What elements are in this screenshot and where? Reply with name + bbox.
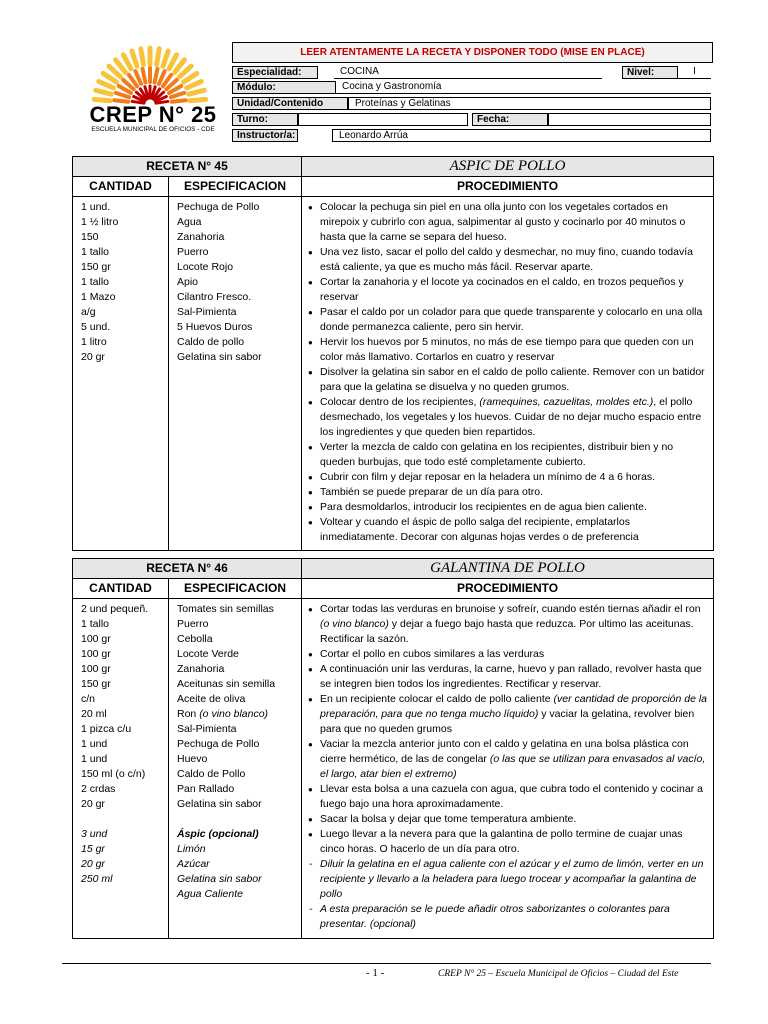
list-item: Locote Verde <box>177 648 239 660</box>
procedure-list <box>302 197 714 551</box>
page-number: - 1 - <box>366 967 385 979</box>
especialidad-value: COCINA <box>334 66 602 79</box>
list-item: 150 ml (o c/n) <box>81 768 146 780</box>
list-item: 100 gr <box>81 633 111 645</box>
logo-ray <box>155 69 158 83</box>
list-item <box>177 707 301 722</box>
list-item: 2 crdas <box>81 783 116 795</box>
fecha-label: Fecha: <box>472 113 548 126</box>
aspic-subtitle: Áspic (opcional) <box>177 828 259 840</box>
list-item: Gelatina sin sabor <box>177 873 262 885</box>
step-text: En un recipiente colocar el caldo de pollo caliente <box>320 693 554 705</box>
list-item: a/g <box>81 306 96 318</box>
list-item: Aceite de oliva <box>177 693 246 705</box>
school-logo <box>80 44 220 140</box>
fecha-value <box>548 113 711 126</box>
footer-text: CREP N° 25 – Escuela Municipal de Oficios – Ciudad del Este <box>438 969 679 979</box>
col-procedimiento: PROCEDIMIENTO <box>302 579 714 599</box>
procedure-step <box>306 737 709 782</box>
col-cantidad: CANTIDAD <box>73 177 169 197</box>
recipe-45-table <box>72 156 714 551</box>
step-text-italic: (o las que se utilizan para envasados al vacío, el largo, atar bien el extremo) <box>320 753 706 780</box>
especificaciones-list <box>169 599 302 939</box>
logo-ray <box>132 51 137 66</box>
logo-ray <box>116 93 129 97</box>
list-item: 2 und pequeñ. <box>81 603 149 615</box>
step-text: Cortar todas las verduras en brunoise y sofreír, cuando estén tiernas añadir el ron <box>320 603 701 615</box>
recipe-name: GALANTINA DE POLLO <box>302 559 714 579</box>
procedure-list <box>302 599 714 939</box>
list-item: 20 gr <box>81 858 105 870</box>
list-item: 3 und <box>81 828 108 840</box>
procedure-step: ● Hervir los huevos por 5 minutos, no más de ese tiempo para que queden con un color más llamativo. Cortarlos en cuatro y reservar <box>306 335 709 365</box>
list-item: Pan Rallado <box>177 783 235 795</box>
list-item: 150 <box>81 231 99 243</box>
list-item: 1 tallo <box>81 618 110 630</box>
list-item: 250 ml <box>81 873 113 885</box>
row-turno <box>232 113 711 127</box>
unidad-value: Proteínas y Gelatinas <box>348 97 711 110</box>
unidad-label: Unidad/Contenido <box>232 97 348 110</box>
turno-label: Turno: <box>232 113 298 126</box>
logo-ray <box>190 99 206 100</box>
step-text-italic: (ramequines, cazuelitas, moldes etc.) <box>479 396 654 408</box>
list-item: 150 gr <box>81 261 111 273</box>
list-item: 1 tallo <box>81 276 110 288</box>
step-text: Colocar dentro de los recipientes, <box>320 396 480 408</box>
instruction-banner <box>232 42 713 63</box>
modulo-value: Cocina y Gastronomía <box>336 81 711 94</box>
col-especificacion: ESPECIFICACION <box>169 177 302 197</box>
turno-value <box>298 113 468 126</box>
procedure-step: ● Cortar la zanahoria y el locote ya cocinados en el caldo, en trozos pequeños y reservar <box>306 275 709 305</box>
instruction-text: LEER ATENTAMENTE LA RECETA Y DISPONER TODO (MISE EN PLACE) <box>300 47 645 58</box>
especificaciones-list <box>169 197 302 551</box>
instructor-label: Instructor/a: <box>232 129 298 142</box>
procedure-step: ● A continuación unir las verduras, la carne, huevo y pan rallado, revolver hasta que se integren bien todos los ingredientes. Rectificar y reservar. <box>306 662 709 692</box>
logo-ray <box>99 82 114 88</box>
list-item: Gelatina sin sabor <box>177 351 262 363</box>
list-item: 1 pizca c/u <box>81 723 132 735</box>
recipe-name: ASPIC DE POLLO <box>302 157 714 177</box>
col-especificacion: ESPECIFICACION <box>169 579 302 599</box>
nivel-value: I <box>678 66 711 79</box>
footer-divider <box>62 963 711 964</box>
list-item: Aceitunas sin semilla <box>177 678 276 690</box>
logo-ray <box>96 90 112 94</box>
procedure-step: ● Una vez listo, sacar el pollo del caldo y desmechar, no muy fino, cuando todavía está caliente, ya que es mucho más fácil. Reservar aparte. <box>306 245 709 275</box>
item-text: Ron <box>177 708 197 720</box>
step-text-italic: (ver cantidad de proporción de la preparación, para que no tenga mucho líquido) <box>320 693 708 720</box>
step-text: y dejar a fuego bajo hasta que reduzca. Por ultimo las aceitunas. Rectificar la sazón. <box>320 618 694 645</box>
logo-ray <box>141 49 144 65</box>
list-item: 1 und <box>81 753 108 765</box>
procedure-step: ● Sacar la bolsa y dejar que tome temperatura ambiente. <box>306 812 709 827</box>
list-item: 20 gr <box>81 351 105 363</box>
list-item: 20 gr <box>81 798 105 810</box>
list-item: Tomates sin semillas <box>177 603 274 615</box>
procedure-step: ● Llevar esta bolsa a una cazuela con agua, que cubra todo el contenido y cocinar a fuego bajo una hora aproximadamente. <box>306 782 709 812</box>
list-item: Sal-Pimienta <box>177 306 237 318</box>
nivel-label: Nivel: <box>622 66 678 79</box>
list-item: Cilantro Fresco. <box>177 291 252 303</box>
procedure-step: ● Pasar el caldo por un colador para que quede transparente y colocarlo en una olla donde permanezca caliente, pero sin hervir. <box>306 305 709 335</box>
procedure-step: ● También se puede preparar de un día para otro. <box>306 485 709 500</box>
list-item: 5 und. <box>81 321 111 333</box>
logo-ray <box>157 49 160 65</box>
item-note: (o vino blanco) <box>199 708 269 720</box>
logo-ray <box>163 51 168 66</box>
list-item: 1 tallo <box>81 246 110 258</box>
procedure-step: ● Cubrir con film y dejar reposar en la heladera un mínimo de 4 a 6 horas. <box>306 470 709 485</box>
list-item: 150 gr <box>81 678 111 690</box>
list-item: Pechuga de Pollo <box>177 738 260 750</box>
procedure-step: ● Disolver la gelatina sin sabor en el caldo de pollo caliente. Remover con un batidor para que la gelatina se disuelva y no queden grumos. <box>306 365 709 395</box>
instructor-value: Leonardo Arrúa <box>332 129 711 142</box>
list-item: Zanahoria <box>177 663 225 675</box>
list-item: Pechuga de Pollo <box>177 201 260 213</box>
logo-title: CREP N° 25 <box>89 102 217 127</box>
logo-ray <box>123 55 131 69</box>
list-item: Agua <box>177 216 202 228</box>
logo-ray <box>169 55 177 69</box>
list-item: Puerro <box>177 618 209 630</box>
list-item: Gelatina sin sabor <box>177 798 262 810</box>
row-modulo <box>232 81 711 95</box>
list-item: Caldo de Pollo <box>177 768 246 780</box>
recipe-number: RECETA N° 45 <box>73 157 302 177</box>
cantidades-list <box>73 599 169 939</box>
procedure-step: ● Colocar la pechuga sin piel en una olla junto con los vegetales cortados en mirepoix y cubrirlo con agua, salpimentar al gusto y cocinarlo por 40 minutos o hasta que la carne se separa del hueso. <box>306 200 709 245</box>
cantidades-list <box>73 197 169 551</box>
list-item: Zanahoria <box>177 231 225 243</box>
list-item: Limón <box>177 843 206 855</box>
row-instructor <box>232 129 711 143</box>
recipe-number: RECETA N° 46 <box>73 559 302 579</box>
list-item: 100 gr <box>81 648 111 660</box>
list-item: Caldo de pollo <box>177 336 245 348</box>
row-especialidad <box>232 66 711 80</box>
list-item: 20 ml <box>81 708 107 720</box>
col-cantidad: CANTIDAD <box>73 579 169 599</box>
aspic-step: - Diluir la gelatina en el agua caliente con el azúcar y el zumo de limón, verter en un recipiente y llevarlo a la heladera para luego trocear y acompañar la galantina de pollo <box>306 857 709 902</box>
list-item: Locote Rojo <box>177 261 234 273</box>
procedure-step: ● Verter la mezcla de caldo con gelatina en los recipientes, distribuir bien y no queden burbujas, que todo esté completamente cubierto. <box>306 440 709 470</box>
col-procedimiento: PROCEDIMIENTO <box>302 177 714 197</box>
list-item: 1 litro <box>81 336 107 348</box>
list-item: 100 gr <box>81 663 111 675</box>
procedure-step <box>306 395 709 440</box>
logo-ray <box>94 99 110 100</box>
modulo-label: Módulo: <box>232 81 336 94</box>
procedure-step: ● Voltear y cuando el áspic de pollo salga del recipiente, emplatarlos inmediatamente. Decorar con algunas hojas verdes o de preferencia <box>306 515 709 545</box>
logo-sunburst-icon <box>80 44 220 106</box>
step-text: Vaciar la mezcla anterior junto con el caldo y gelatina en una bolsa plástica con cierre hermético, de las de congelar <box>320 738 689 765</box>
list-item: c/n <box>81 693 96 705</box>
list-item: 1 und. <box>81 201 111 213</box>
procedure-step: ● Cortar el pollo en cubos similares a las verduras <box>306 647 709 662</box>
logo-subtitle: ESCUELA MUNICIPAL DE OFICIOS - CDE <box>91 126 215 133</box>
list-item: 15 gr <box>81 843 105 855</box>
logo-ray <box>171 93 184 97</box>
procedure-step <box>306 692 709 737</box>
procedure-step <box>306 602 709 647</box>
list-item: 5 Huevos Duros <box>177 321 253 333</box>
list-item: 1 ½ litro <box>81 216 119 228</box>
procedure-step: ● Para desmoldarlos, introducir los recipientes en de agua bien caliente. <box>306 500 709 515</box>
row-unidad <box>232 97 711 111</box>
step-text-italic: (o vino blanco) <box>320 618 389 630</box>
recipe-46-table <box>72 558 714 939</box>
list-item: Apio <box>177 276 199 288</box>
procedure-step: ● Luego llevar a la nevera para que la galantina de pollo termine de cuajar unas cinco horas. O hacerlo de un día para otro. <box>306 827 709 857</box>
especialidad-label: Especialidad: <box>232 66 318 79</box>
list-item: Puerro <box>177 246 209 258</box>
list-item: Huevo <box>177 753 208 765</box>
list-item: 1 Mazo <box>81 291 116 303</box>
step-text: y vaciar la gelatina, revolver bien para que no queden grumos <box>320 708 695 735</box>
list-item: 1 und <box>81 738 108 750</box>
logo-ray <box>143 69 146 83</box>
list-item: Cebolla <box>177 633 213 645</box>
step-text: , el pollo desmechado, los vegetales y los huevos. Cuidar de no dejar mucho espacio entre los ingredientes y que queden bien repartidos. <box>320 396 702 438</box>
list-item: Sal-Pimienta <box>177 723 237 735</box>
logo-ray <box>187 82 202 88</box>
logo-ray <box>189 90 205 94</box>
aspic-step: - A esta preparación se le puede añadir otros saborizantes o colorantes para presentar. (opcional) <box>306 902 709 932</box>
list-item: Azúcar <box>177 858 210 870</box>
list-item: Agua Caliente <box>177 888 243 900</box>
